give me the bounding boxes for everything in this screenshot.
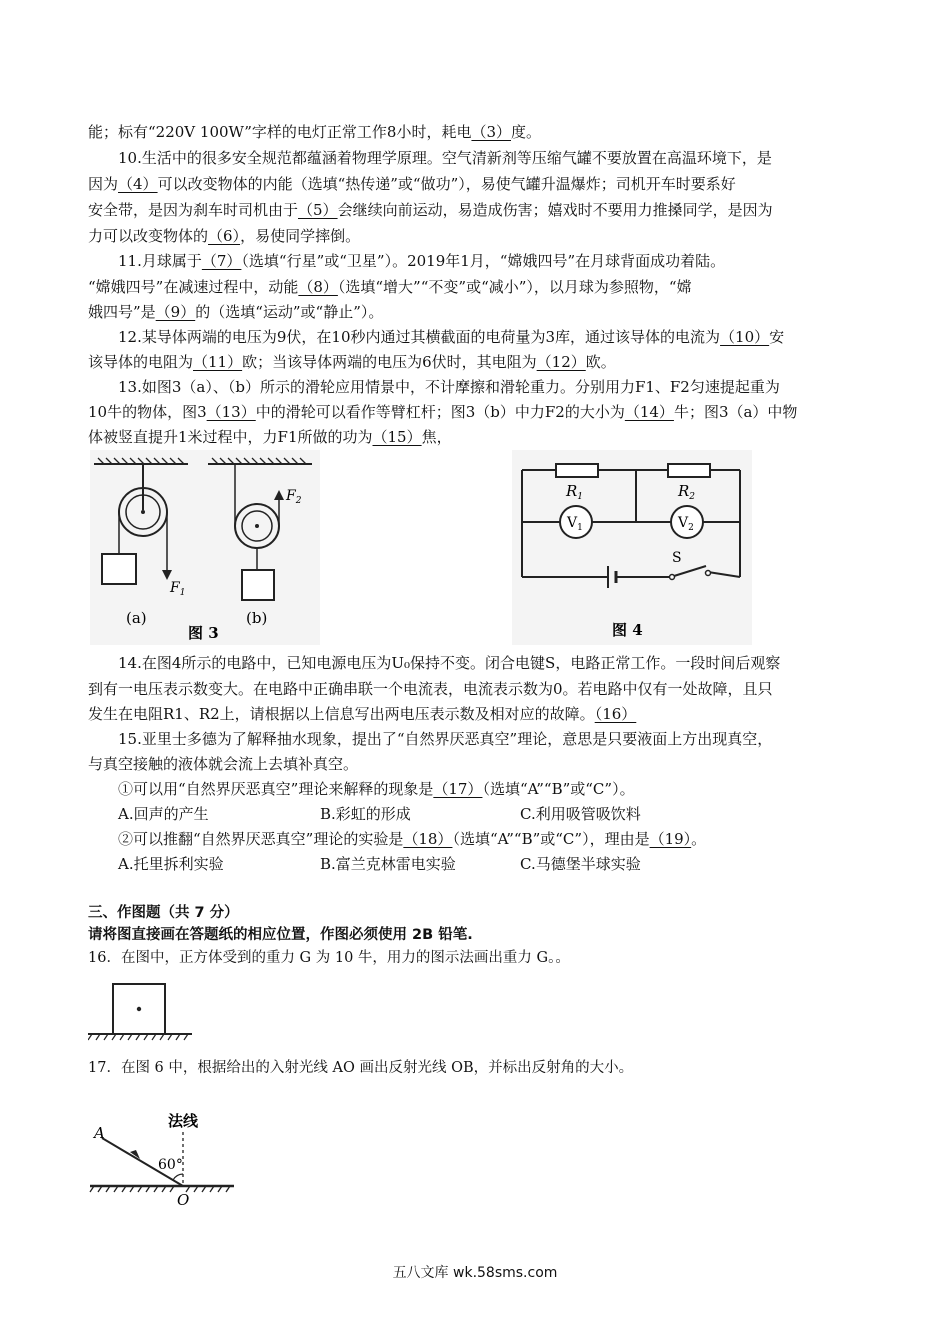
- figure-3-pulleys: [90, 450, 320, 645]
- option-b: B.富兰克林雷电实验: [320, 855, 456, 873]
- option-a: A.托里拆利实验: [118, 855, 224, 873]
- answer-blank-11: （11）: [193, 353, 243, 371]
- text-line: 与真空接触的液体就会流上去填补真空。: [88, 755, 359, 773]
- section-3-instructions: 请将图直接画在答题纸的相应位置，作图必须使用 2B 铅笔.: [88, 927, 473, 943]
- point-a-label: A: [94, 1124, 105, 1142]
- switch-label: S: [672, 550, 682, 566]
- question-11: 11.月球属于（7）（选填“行星”或“卫星”）。2019年1月，“嫦娥四号”在月球背面成功着陆。: [118, 252, 726, 270]
- figure-4-caption: 图 4: [612, 621, 643, 639]
- figure-background: [90, 450, 320, 645]
- question-12: 12.某导体两端的电压为9伏，在10秒内通过其横截面的电荷量为3库，通过该导体的电流为（10）安: [118, 328, 785, 346]
- answer-blank-10: （10）: [720, 328, 770, 346]
- resistor-r1: [556, 464, 598, 477]
- option-a: A.回声的产生: [118, 805, 209, 823]
- answer-blank-5: （5）: [298, 201, 338, 219]
- question-16: 16．在图中，正方体受到的重力 G 为 10 牛，用力的图示法画出重力 G。。: [88, 950, 570, 966]
- text-line: 体被竖直提升1米过程中，力F1所做的功为（15）焦，: [88, 428, 452, 446]
- answer-blank-7: （7）: [201, 252, 242, 270]
- question-15: 15.亚里士多德为了解释抽水现象，提出了“自然界厌恶真空”理论，意思是只要液面上方出现真空，: [118, 730, 773, 748]
- text-line: 10牛的物体，图3（13）中的滑轮可以看作等臂杠杆；图3（b）中力F2的大小为（14）牛；图3（a）中物: [88, 403, 798, 421]
- answer-blank-12: （12）: [536, 353, 586, 371]
- answer-blank-15: （15）: [372, 428, 422, 446]
- angle-arc: [173, 1174, 183, 1180]
- subquestion-1: ①可以用“自然界厌恶真空”理论来解释的现象是（17）（选填“A”“B”或“C”）。: [118, 780, 635, 798]
- answer-blank-8: （8）: [298, 278, 338, 296]
- text-line: 安全带，是因为刹车时司机由于（5）会继续向前运动，易造成伤害；嬉戏时不要用力推搡同学，是因为: [88, 201, 773, 219]
- option-c: C.马德堡半球实验: [520, 855, 641, 873]
- r2-label: $R_2$: [678, 482, 696, 502]
- force-f2-label: $F_2$: [286, 488, 302, 506]
- answer-blank-18: （18）: [403, 830, 453, 848]
- normal-label: 法线: [168, 1112, 199, 1130]
- figure-background: [512, 450, 752, 645]
- question-10: 10.生活中的很多安全规范都蕴涵着物理学原理。空气清新剂等压缩气罐不要放置在高温环境下，是: [118, 149, 772, 167]
- v2-label: $V_2$: [678, 515, 694, 533]
- option-b: B.彩虹的形成: [320, 805, 411, 823]
- answer-blank-17: （17）: [433, 780, 483, 798]
- answer-blank-9: （9）: [155, 303, 196, 321]
- answer-blank-3: （3）: [471, 123, 511, 141]
- answer-blank-13: （13）: [206, 403, 256, 421]
- text-line: 因为（4）可以改变物体的内能（选填“热传递”或“做功”），易使气罐升温爆炸；司机开车时要系好: [88, 175, 736, 193]
- force-f1-label: $F_1$: [170, 580, 186, 598]
- answer-blank-19: （19）: [649, 830, 692, 848]
- figure-a-label: (a): [126, 609, 147, 627]
- answer-blank-6: （6）: [208, 227, 241, 245]
- text-line: 发生在电阻R1、R2上，请根据以上信息写出两电压表示数及相对应的故障。（16）: [88, 705, 637, 723]
- question-17: 17．在图 6 中，根据给出的入射光线 AO 画出反射光线 OB，并标出反射角的大小。: [88, 1060, 634, 1076]
- answer-blank-16: （16）: [594, 705, 637, 723]
- figure-4-circuit: [512, 450, 752, 645]
- text-line: 到有一电压表示数变大。在电路中正确串联一个电流表，电流表示数为0。若电路中仅有一处故障，且只: [88, 680, 773, 698]
- answer-blank-4: （4）: [118, 175, 158, 193]
- question-13: 13.如图3（a）、（b）所示的滑轮应用情景中，不计摩擦和滑轮重力。分别用力F1、F2匀速提起重为: [118, 378, 780, 396]
- figure-b-label: (b): [246, 609, 268, 627]
- subquestion-2: ②可以推翻“自然界厌恶真空”理论的实验是（18）（选填“A”“B”或“C”），理由是（19）。: [118, 830, 707, 848]
- v1-label: $V_1$: [567, 515, 583, 533]
- text-line: 力可以改变物体的（6），易使同学摔倒。: [88, 227, 361, 245]
- angle-label: 60°: [158, 1157, 183, 1173]
- r1-label: $R_1$: [566, 482, 584, 502]
- resistor-r2: [668, 464, 710, 477]
- option-c: C.利用吸管吸饮料: [520, 805, 641, 823]
- figure-3-caption: 图 3: [188, 624, 219, 642]
- section-3-title: 三、作图题（共 7 分）: [88, 905, 239, 921]
- figure-cube: [88, 978, 194, 1042]
- text-line: 该导体的电阻为（11）欧；当该导体两端的电压为6伏时，其电阻为（12）欧。: [88, 353, 616, 371]
- text-line: “嫦娥四号”在减速过程中，动能（8）（选填“增大”“不变”或“减小”），以月球为参照物，“嫦: [88, 278, 692, 296]
- text-line: 能；标有“220V 100W”字样的电灯正常工作8小时，耗电（3）度。: [88, 123, 542, 141]
- text-line: 娥四号”是（9）的（选填“运动”或“静止”）。: [88, 303, 384, 321]
- question-14: 14.在图4所示的电路中，已知电源电压为U₀保持不变。闭合电键S，电路正常工作。一段时间后观察: [118, 654, 781, 672]
- footer-watermark: 五八文库 wk.58sms.com: [392, 1265, 558, 1281]
- figure-6-reflection: [88, 1108, 238, 1208]
- point-o-label: O: [177, 1191, 190, 1208]
- answer-blank-14: （14）: [624, 403, 674, 421]
- center-of-gravity: [137, 1007, 141, 1011]
